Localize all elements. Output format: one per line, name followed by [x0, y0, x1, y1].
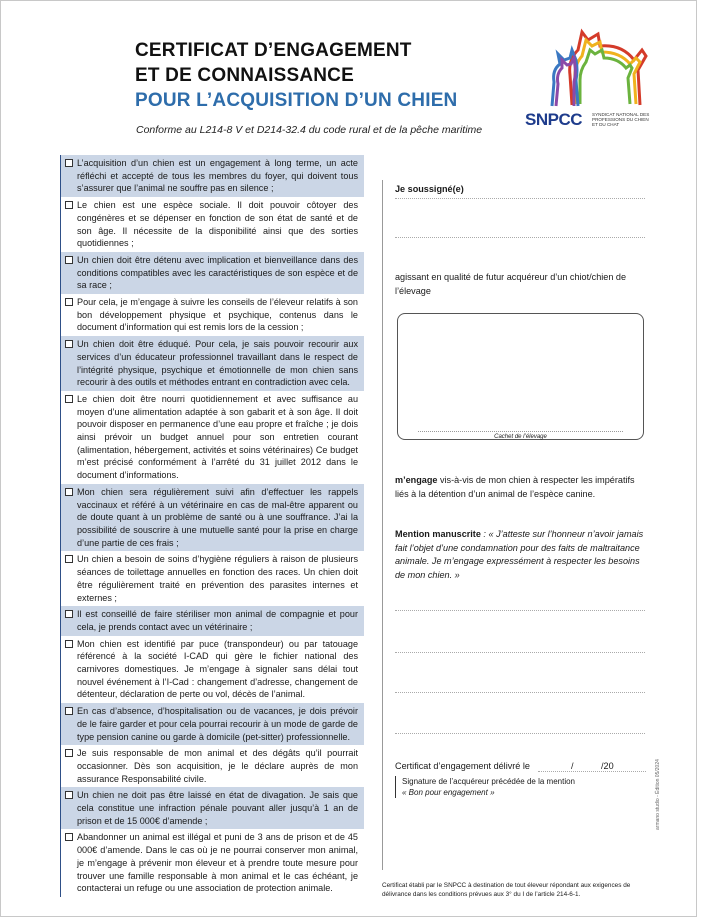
- date-separator-2: /20: [601, 761, 614, 771]
- checkbox-icon[interactable]: [65, 610, 73, 618]
- title-line-2: ET DE CONNAISSANCE: [135, 65, 354, 86]
- mention-line-2[interactable]: [395, 652, 645, 653]
- title-line-1: CERTIFICAT D’ENGAGEMENT: [135, 40, 412, 61]
- checkbox-icon[interactable]: [65, 256, 73, 264]
- mention-text: [395, 528, 647, 582]
- engagement-rest: vis-à-vis de mon chien à respecter les impératifs liés à la détention d’un animal de l’espèce canine.: [395, 475, 635, 499]
- commitment-text: Abandonner un animal est illégal et puni de 3 ans de prison et de 45 000€ d’amende. Dans le cas où je ne pourrai conserver mon animal, je m’engage à prévenir mon éleveur et à prendre toute mesure pour trouver une famille responsable à mon animal et le cas échéant, je contacterai un refuge ou une association de protection animale.: [77, 832, 358, 894]
- soussigne-line-2[interactable]: [395, 237, 645, 238]
- commitment-item: [60, 336, 364, 391]
- mention-line-3[interactable]: [395, 692, 645, 693]
- checkbox-icon[interactable]: [65, 488, 73, 496]
- commitment-text: Un chien doit être éduqué. Pour cela, je sais pouvoir recourir aux services d’un éducateur professionnel travaillant dans le respect de l’intégrité physique, psychique et émotionnelle de mon chien sans recourir à des outils et méthodes entrant en contradiction avec cela.: [77, 339, 358, 388]
- footer-note: Certificat établi par le SNPCC à destination de tout éleveur répondant aux exigences de délivrance dans les conditions prévues aux 3° du I de l’article 214-6-1.: [382, 882, 631, 898]
- commitment-text: Mon chien sera régulièrement suivi afin d’effectuer les rappels vaccinaux et référé à un vétérinaire en cas de mal-être apparent ou de doute quant à un problème de santé ou à une souffrance. J’ai la possibilité de souscrire à une mutuelle santé pour la prise en charge d’une partie de ces frais ;: [77, 486, 358, 548]
- commitment-item: [60, 745, 364, 787]
- checkbox-icon[interactable]: [65, 340, 73, 348]
- commitment-text: Pour cela, je m’engage à suivre les conseils de l’éleveur relatifs à son bon développement physique et psychique, contenus dans le document d’information qui est remis lors de la cession ;: [77, 297, 358, 333]
- document-title: [135, 38, 457, 113]
- commitment-text: En cas d’absence, d’hospitalisation ou de vacances, je dois prévoir de le faire garder et pour cela pourrai recourir à un mode de garde de type pension canine ou garde à domicile (pet-sitter) professionnelle.: [77, 706, 358, 742]
- mention-line-4[interactable]: [395, 733, 645, 734]
- checkbox-icon[interactable]: [65, 640, 73, 648]
- commitment-item: [60, 787, 364, 829]
- signature-block[interactable]: [395, 776, 643, 798]
- date-field[interactable]: [538, 771, 646, 772]
- checkbox-icon[interactable]: [65, 298, 73, 306]
- qualite-text: agissant en qualité de futur acquéreur d’un chiot/chien de l’élevage: [395, 272, 627, 296]
- logo-subtitle: SYNDICAT NATIONAL DES PROFESSIONS DU CHIEN ET DU CHAT: [592, 112, 650, 127]
- commitment-item: [60, 606, 364, 635]
- commitment-item: [60, 636, 364, 704]
- commitment-text: L’acquisition d’un chien est un engagement à long terme, un acte réfléchi et accepté de tous les membres du foyer, qui doivent tous s’assurer que l’animal ne souffre pas en silence ;: [77, 158, 358, 194]
- edition-note: armano studio - Édition 05/2024: [655, 759, 661, 830]
- commitment-item: [60, 252, 364, 294]
- engagement-text: [395, 474, 647, 501]
- soussigne-line-1[interactable]: [395, 198, 645, 199]
- cachet-rule: [418, 431, 623, 432]
- title-line-3: POUR L’ACQUISITION D’UN CHIEN: [135, 90, 458, 111]
- checkbox-icon[interactable]: [65, 749, 73, 757]
- commitment-item: [60, 391, 364, 484]
- mention-line-1[interactable]: [395, 610, 645, 611]
- checkbox-icon[interactable]: [65, 395, 73, 403]
- commitment-item: [60, 484, 364, 552]
- dog-cat-logo-icon: [542, 20, 652, 112]
- checkbox-icon[interactable]: [65, 791, 73, 799]
- commitment-item: [60, 829, 364, 897]
- commitment-text: Le chien doit être nourri quotidiennement et avec suffisance au moyen d’une alimentation adaptée à son gabarit et à son âge. Il doit pouvoir disposer en permanence d’une eau propre et fraîche ; je dois ainsi prévoir un budget annuel pour son entretien courant (alimentation, hébergement, activités et soins vétérinaires) Ce budget m’est précisé conformément à l’arrêté du 31 juillet 2012 dans le document d’informations.: [77, 393, 358, 481]
- date-separator-1: /: [571, 761, 574, 771]
- commitment-item: [60, 197, 364, 252]
- commitment-text: Le chien est une espèce sociale. Il doit pouvoir côtoyer des congénères et se dépenser en fonction de son état de santé et de son âge. Il nécessite de la disponibilité ainsi que des sorties quotidiennes ;: [77, 200, 358, 249]
- engagement-bold: m’engage: [395, 475, 438, 485]
- cachet-label: Cachet de l’élevage: [494, 434, 547, 440]
- checkbox-icon[interactable]: [65, 159, 73, 167]
- delivery-label: Certificat d’engagement délivré le: [395, 761, 530, 771]
- checkbox-icon[interactable]: [65, 707, 73, 715]
- commitments-list: [60, 155, 364, 897]
- commitment-item: [60, 155, 364, 197]
- commitment-item: [60, 703, 364, 745]
- commitment-text: Un chien ne doit pas être laissé en état de divagation. Je sais que cela constitue une infraction pénale pouvant aller jusqu’à 1 an de prison et de 15 000€ d’amende ;: [77, 790, 358, 826]
- mention-bold: Mention manuscrite: [395, 529, 481, 539]
- column-divider: [382, 180, 383, 870]
- signature-instruction: Signature de l’acquéreur précédée de la mention: [402, 777, 576, 786]
- commitment-item: [60, 294, 364, 336]
- commitment-text: Un chien a besoin de soins d’hygiène réguliers à raison de plusieurs séances de toilettage annuelles en fonction des races. Un chien doit être régulièrement traité en prévention des parasites internes et externes ;: [77, 554, 358, 603]
- commitment-text: Je suis responsable de mon animal et des dégâts qu’il pourrait occasionner. Dès son acquisition, je le déclare auprès de mon assurance Responsabilité civile.: [77, 748, 358, 784]
- snpcc-logo: [522, 20, 652, 132]
- commitment-item: [60, 551, 364, 606]
- commitment-text: Il est conseillé de faire stériliser mon animal de compagnie et pour cela, je prends contact avec un vétérinaire ;: [77, 609, 358, 632]
- checkbox-icon[interactable]: [65, 555, 73, 563]
- logo-text: SNPCC: [525, 110, 583, 129]
- document-subtitle: Conforme au L214-8 V et D214-32.4 du code rural et de la pêche maritime: [136, 124, 483, 136]
- commitment-text: Un chien doit être détenu avec implication et bienveillance dans des conditions compatibles avec les caractéristiques de son espèce et de sa race ;: [77, 254, 358, 291]
- signature-mention: « Bon pour engagement »: [402, 788, 495, 797]
- cachet-box[interactable]: [397, 313, 644, 440]
- checkbox-icon[interactable]: [65, 201, 73, 209]
- soussigne-label: Je soussigné(e): [395, 184, 464, 194]
- commitment-text: Mon chien est identifié par puce (transpondeur) ou par tatouage référencé à la société I-CAD qui gère le fichier national des carnivores domestiques. Je m’engage à signaler sans délai tout nouvel événement à l’I-Cad : changement d’adresse, changement de détenteur, déclaration de perte ou vol, décès de l’animal.: [77, 638, 358, 700]
- mention-rest: : « J’atteste sur l’honneur n’avoir jamais fait l’objet d’une condamnation pour des faits de maltraitance animale. Je m’engage expressément à respecter les besoins de mon chien. »: [395, 529, 644, 580]
- checkbox-icon[interactable]: [65, 833, 73, 841]
